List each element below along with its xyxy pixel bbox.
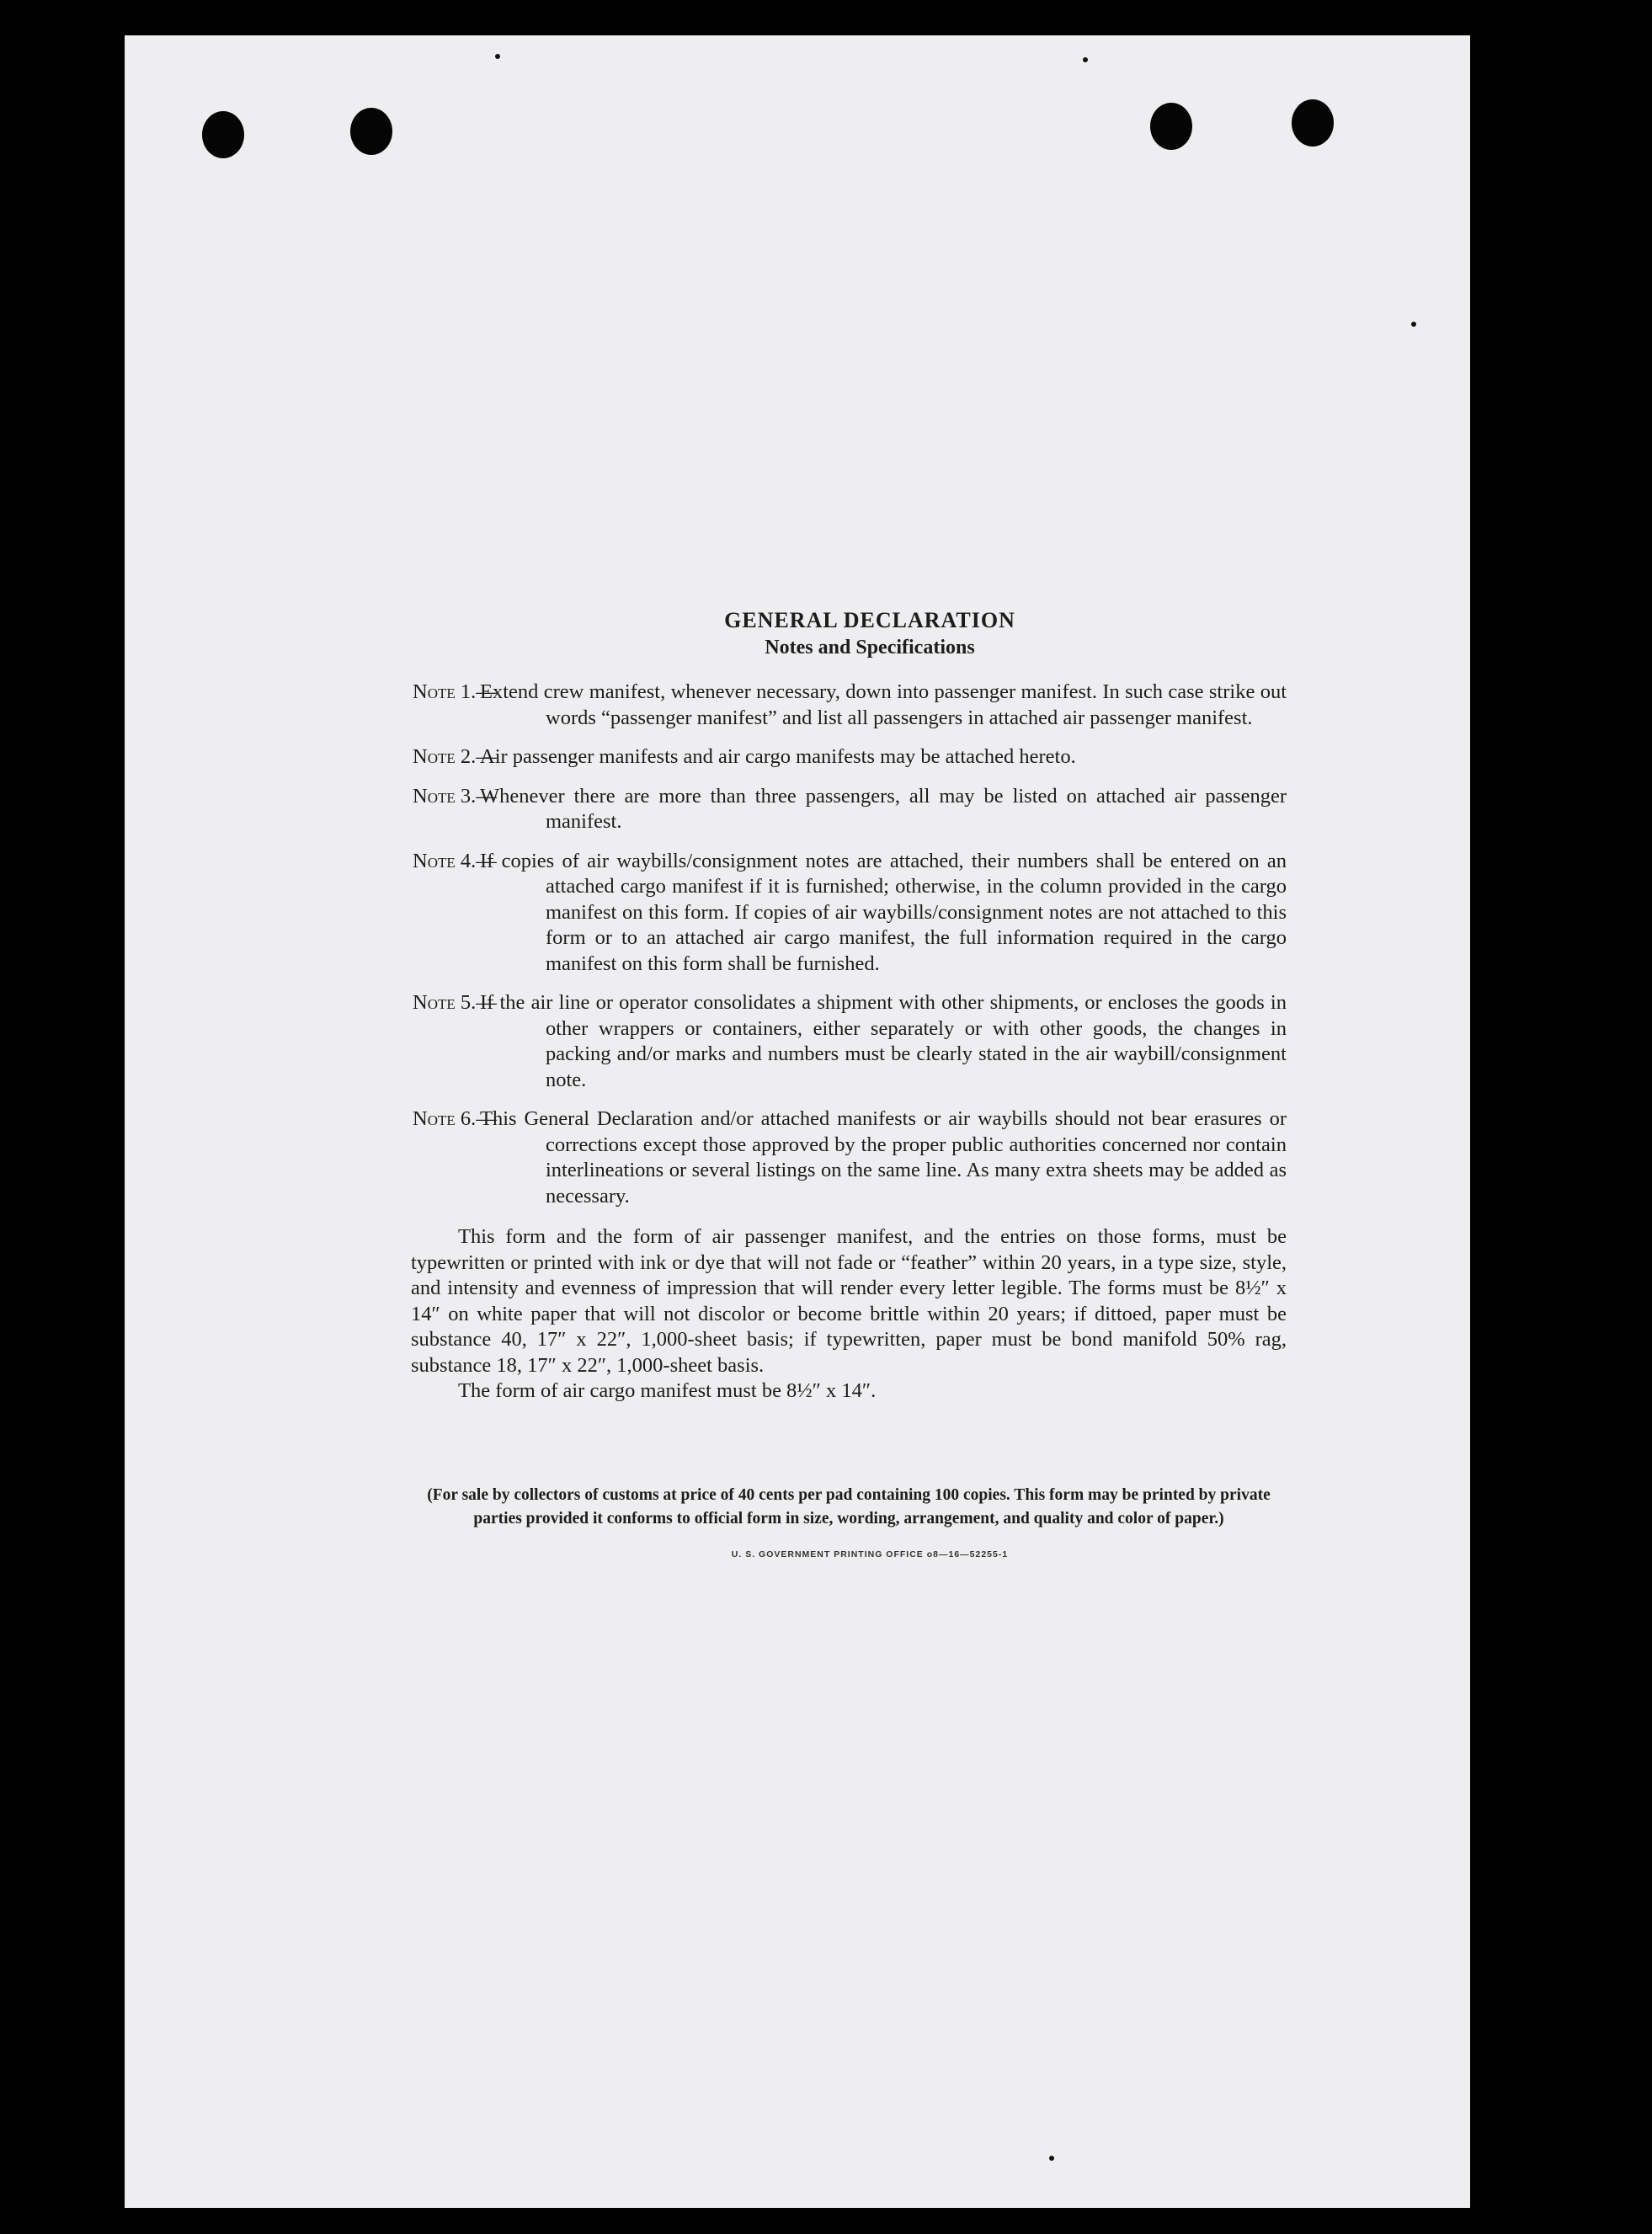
note-6 — [285, 1106, 1337, 1209]
note-text: This General Declaration and/or attached manifests or air waybills should not bear erasures or corrections except those approved by the proper public authorities concerned nor contain interlineations or several listings on the same line. As many extra sheets may be added as necessary. — [480, 1107, 1287, 1208]
specification-paragraph: This form and the form of air passenger manifest, and the entries on those forms, must be typewritten or printed with ink or dye that will not fade or “feather” within 20 years, in a type size, style, and intensity and evenness of impression that will render every letter legible. The forms must be 8½″ x 14″ on white paper that will not discolor or become brittle within 20 years; if dittoed, paper must be substance 40, 17″ x 22″, 1,000-sheet basis; if typewritten, paper must be bond manifold 50% rag, substance 18, 17″ x 22″, 1,000-sheet basis. — [411, 1225, 1287, 1377]
note-5 — [285, 990, 1337, 1093]
punch-hole — [1292, 99, 1334, 147]
page-title: GENERAL DECLARATION — [724, 608, 1015, 632]
note-2 — [285, 744, 1337, 770]
note-label: Note 2.— — [413, 745, 497, 768]
punch-hole — [350, 108, 392, 155]
note-4 — [285, 849, 1337, 978]
paper-speck — [495, 54, 500, 59]
note-label: Note 4.— — [413, 849, 497, 872]
cargo-manifest-size: The form of air cargo manifest must be 8½″ x 14″. — [458, 1379, 877, 1402]
note-label: Note 6.— — [413, 1107, 497, 1130]
paper-speck — [1411, 322, 1416, 327]
note-3 — [285, 784, 1337, 835]
note-label: Note 3.— — [413, 784, 497, 808]
note-label: Note 5.— — [413, 991, 497, 1014]
note-text: Whenever there are more than three passengers, all may be listed on attached air passenger manifest. — [480, 784, 1287, 833]
note-text: If copies of air waybills/consignment notes are attached, their numbers shall be entered on an attached cargo manifest if it is furnished; otherwise, in the column provided in the cargo manifest on this form. If copies of air waybills/consignment notes are not attached to this form or to an attached air cargo manifest, the full information required in the cargo manifest on this form shall be furnished. — [480, 849, 1287, 975]
note-text: Extend crew manifest, whenever necessary, down into passenger manifest. In such case strike out words “passenger manifest” and list all passengers in attached air passenger manifest. — [480, 680, 1287, 729]
printer-line: U. S. GOVERNMENT PRINTING OFFICE o8—16—52255-1 — [731, 1549, 1009, 1560]
paper-speck — [1049, 2156, 1054, 2161]
punch-hole — [1150, 103, 1192, 150]
form-specifications — [285, 1224, 1337, 1405]
note-label: Note 1.— — [413, 680, 497, 703]
page-subtitle: Notes and Specifications — [765, 637, 975, 658]
note-text: Air passenger manifests and air cargo manifests may be attached hereto. — [480, 745, 1076, 768]
paper-speck — [1083, 57, 1088, 62]
note-text: If the air line or operator consolidates a shipment with other shipments, or encloses the goods in other wrappers or containers, either separately or with other goods, the changes in packing and/or marks and numbers must be clearly stated in the air waybill/consignment note. — [480, 991, 1287, 1091]
note-1 — [285, 680, 1337, 731]
sale-note: (For sale by collectors of customs at price of 40 cents per pad containing 100 copies. This form may be printed by private parties provided it conforms to official form in size, wording, arrangement, and quality and color of paper.) — [427, 1485, 1271, 1528]
punch-hole — [202, 111, 244, 158]
declaration-content — [285, 608, 1337, 1560]
document-page — [125, 35, 1470, 2208]
